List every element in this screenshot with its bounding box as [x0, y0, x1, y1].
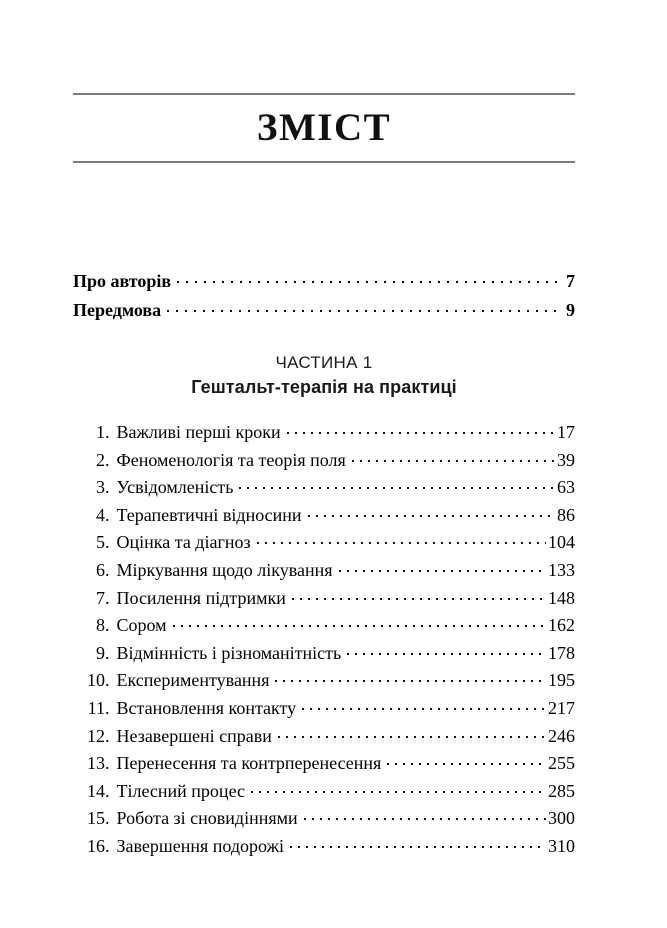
- title-rule-bottom: [73, 161, 575, 163]
- chapter-number-dot: .: [105, 422, 110, 442]
- dot-leader: [167, 298, 563, 316]
- chapter-number-dot: .: [105, 587, 110, 608]
- chapter-title: Важливі перші кроки: [116, 422, 281, 442]
- chapter-page-number: 104: [548, 532, 575, 553]
- chapter-number-dot: .: [105, 780, 110, 801]
- chapter-page-number: 217: [548, 697, 575, 718]
- chapter-number: 4: [96, 504, 105, 525]
- list-item[interactable]: [73, 640, 575, 668]
- dot-leader: [290, 834, 546, 852]
- dot-leader: [302, 696, 546, 714]
- chapter-title: Оцінка та діагноз: [116, 532, 251, 553]
- chapter-number-dot: .: [105, 835, 110, 856]
- chapter-page-number: 310: [548, 835, 575, 856]
- chapter-number: 13: [87, 753, 105, 774]
- dot-leader: [339, 558, 546, 576]
- chapter-number: 5: [96, 532, 105, 553]
- chapter-number: 6: [96, 559, 105, 580]
- list-item[interactable]: [73, 419, 575, 447]
- chapter-page-number: 285: [548, 780, 575, 801]
- chapter-title: Незавершені справи: [116, 725, 272, 746]
- chapter-title: Завершення подорожі: [116, 835, 285, 856]
- chapter-number-dot: .: [105, 670, 110, 691]
- dot-leader: [275, 668, 546, 686]
- chapter-page-number: 178: [548, 642, 575, 663]
- chapter-number-dot: .: [105, 808, 110, 829]
- page-title: ЗМІСТ: [256, 106, 392, 149]
- list-item[interactable]: [73, 667, 575, 695]
- dot-leader: [173, 613, 546, 631]
- title-block: [73, 93, 575, 163]
- chapter-number: 11: [87, 697, 105, 718]
- dot-leader: [304, 806, 546, 824]
- chapter-page-number: 162: [548, 615, 575, 636]
- front-matter-entry[interactable]: [73, 267, 575, 296]
- list-item[interactable]: [73, 502, 575, 530]
- chapter-title: Перенесення та контрперенесення: [116, 753, 382, 774]
- chapter-number: 15: [87, 808, 105, 829]
- dot-leader: [177, 269, 563, 287]
- list-item[interactable]: [73, 778, 575, 806]
- chapter-number-dot: .: [105, 725, 110, 746]
- dot-leader: [387, 751, 546, 769]
- chapter-title: Експериментування: [116, 670, 270, 691]
- chapter-page-number: 148: [548, 587, 575, 608]
- chapter-number: 8: [96, 615, 105, 636]
- front-matter-list: [73, 267, 575, 325]
- list-item[interactable]: [73, 529, 575, 557]
- part-label: ЧАСТИНА 1: [275, 353, 373, 372]
- chapter-number: 16: [87, 835, 105, 856]
- front-matter-label: Передмова: [73, 300, 162, 320]
- chapter-page-number: 300: [548, 808, 575, 829]
- chapter-number-dot: .: [105, 532, 110, 553]
- chapter-list: [73, 419, 575, 861]
- chapter-number: 12: [87, 725, 105, 746]
- dot-leader: [239, 475, 555, 493]
- front-matter-label: Про авторів: [73, 271, 172, 291]
- chapter-page-number: 17: [557, 422, 575, 442]
- chapter-number: 10: [87, 670, 105, 691]
- front-matter-entry[interactable]: [73, 296, 575, 325]
- dot-leader: [287, 420, 555, 438]
- dot-leader: [257, 530, 546, 548]
- chapter-number: 9: [96, 642, 105, 663]
- chapter-number: 3: [96, 477, 105, 498]
- chapter-page-number: 133: [548, 559, 575, 580]
- chapter-number-dot: .: [105, 615, 110, 636]
- list-item[interactable]: [73, 805, 575, 833]
- chapter-title: Тілесний процес: [116, 780, 245, 801]
- chapter-title: Сором: [116, 615, 167, 636]
- chapter-number-dot: .: [105, 477, 110, 498]
- chapter-number-dot: .: [105, 504, 110, 525]
- list-item[interactable]: [73, 612, 575, 640]
- dot-leader: [278, 724, 546, 742]
- chapter-number-dot: .: [105, 697, 110, 718]
- part-title: Гештальт-терапія на практиці: [191, 377, 457, 397]
- chapter-number: 7: [96, 587, 105, 608]
- list-item[interactable]: [73, 833, 575, 861]
- chapter-page-number: 39: [557, 449, 575, 470]
- chapter-number-dot: .: [105, 753, 110, 774]
- chapter-title: Робота зі сновидіннями: [116, 808, 298, 829]
- chapter-number-dot: .: [105, 449, 110, 470]
- chapter-number: 1: [96, 422, 105, 442]
- chapter-page-number: 255: [548, 753, 575, 774]
- chapter-number: 14: [87, 780, 105, 801]
- list-item[interactable]: [73, 750, 575, 778]
- dot-leader: [352, 448, 555, 466]
- front-matter-page-number: 7: [566, 271, 575, 291]
- chapter-title: Посилення підтримки: [116, 587, 286, 608]
- chapter-title: Терапевтичні відносини: [116, 504, 302, 525]
- chapter-page-number: 195: [548, 670, 575, 691]
- part-heading: [73, 351, 575, 400]
- chapter-title: Феноменологія та теорія поля: [116, 449, 346, 470]
- list-item[interactable]: [73, 557, 575, 585]
- dot-leader: [308, 503, 555, 521]
- list-item[interactable]: [73, 723, 575, 751]
- front-matter-page-number: 9: [566, 300, 575, 320]
- chapter-title: Встановлення контакту: [116, 697, 297, 718]
- dot-leader: [292, 586, 546, 604]
- chapter-page-number: 63: [557, 477, 575, 498]
- chapter-number: 2: [96, 449, 105, 470]
- list-item[interactable]: [73, 695, 575, 723]
- list-item[interactable]: [73, 474, 575, 502]
- chapter-page-number: 86: [557, 504, 575, 525]
- chapter-page-number: 246: [548, 725, 575, 746]
- dot-leader: [347, 641, 546, 659]
- chapter-title: Міркування щодо лікування: [116, 559, 333, 580]
- chapter-number-dot: .: [105, 642, 110, 663]
- dot-leader: [251, 779, 546, 797]
- chapter-title: Усвідомленість: [116, 477, 234, 498]
- list-item[interactable]: [73, 585, 575, 613]
- list-item[interactable]: [73, 447, 575, 475]
- chapter-title: Відмінність і різноманітність: [116, 642, 342, 663]
- chapter-number-dot: .: [105, 559, 110, 580]
